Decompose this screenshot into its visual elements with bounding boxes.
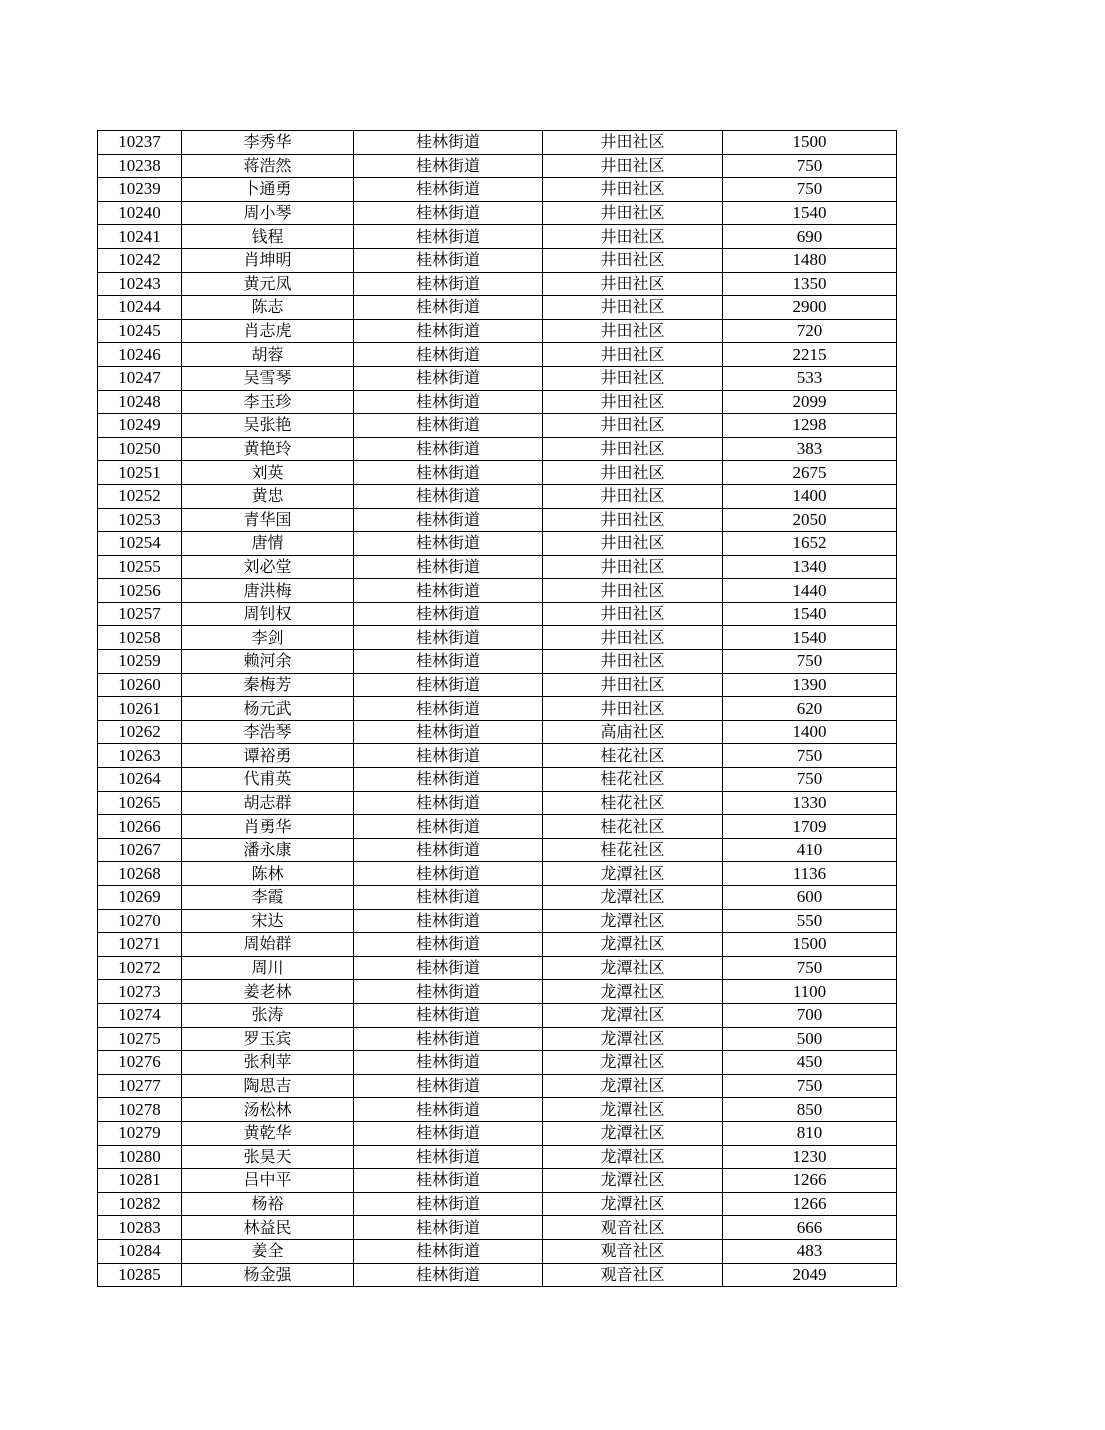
cell-amount: 500 — [723, 1027, 897, 1051]
cell-street: 桂林街道 — [354, 390, 543, 414]
cell-amount: 620 — [723, 697, 897, 721]
cell-street: 桂林街道 — [354, 414, 543, 438]
table-row — [98, 1145, 897, 1169]
cell-name: 杨金强 — [182, 1263, 354, 1287]
cell-community: 井田社区 — [543, 673, 723, 697]
cell-amount: 1480 — [723, 248, 897, 272]
cell-community: 井田社区 — [543, 296, 723, 320]
cell-community: 龙潭社区 — [543, 956, 723, 980]
cell-street: 桂林街道 — [354, 886, 543, 910]
cell-street: 桂林街道 — [354, 909, 543, 933]
table-row — [98, 461, 897, 485]
cell-name: 谭裕勇 — [182, 744, 354, 768]
cell-name: 黄忠 — [182, 484, 354, 508]
cell-id: 10285 — [98, 1263, 182, 1287]
cell-id: 10273 — [98, 980, 182, 1004]
cell-id: 10271 — [98, 933, 182, 957]
cell-community: 井田社区 — [543, 272, 723, 296]
cell-id: 10256 — [98, 579, 182, 603]
cell-id: 10283 — [98, 1216, 182, 1240]
cell-name: 姜全 — [182, 1239, 354, 1263]
cell-id: 10248 — [98, 390, 182, 414]
table-row — [98, 886, 897, 910]
cell-name: 黄艳玲 — [182, 437, 354, 461]
cell-amount: 2900 — [723, 296, 897, 320]
cell-street: 桂林街道 — [354, 1145, 543, 1169]
cell-name: 李玉珍 — [182, 390, 354, 414]
cell-name: 吕中平 — [182, 1169, 354, 1193]
cell-id: 10280 — [98, 1145, 182, 1169]
cell-name: 宋达 — [182, 909, 354, 933]
cell-id: 10244 — [98, 296, 182, 320]
cell-name: 黄元凤 — [182, 272, 354, 296]
cell-id: 10243 — [98, 272, 182, 296]
table-row — [98, 201, 897, 225]
cell-name: 汤松林 — [182, 1098, 354, 1122]
cell-community: 井田社区 — [543, 484, 723, 508]
table-row — [98, 319, 897, 343]
cell-community: 龙潭社区 — [543, 862, 723, 886]
cell-amount: 700 — [723, 1003, 897, 1027]
cell-id: 10237 — [98, 131, 182, 155]
cell-name: 周钊权 — [182, 602, 354, 626]
cell-amount: 1340 — [723, 555, 897, 579]
cell-street: 桂林街道 — [354, 366, 543, 390]
cell-community: 井田社区 — [543, 178, 723, 202]
table-row — [98, 1051, 897, 1075]
cell-id: 10250 — [98, 437, 182, 461]
cell-amount: 1100 — [723, 980, 897, 1004]
table-row — [98, 791, 897, 815]
cell-id: 10254 — [98, 532, 182, 556]
cell-id: 10276 — [98, 1051, 182, 1075]
cell-community: 桂花社区 — [543, 815, 723, 839]
cell-id: 10255 — [98, 555, 182, 579]
cell-street: 桂林街道 — [354, 815, 543, 839]
cell-community: 井田社区 — [543, 201, 723, 225]
cell-community: 井田社区 — [543, 437, 723, 461]
cell-amount: 1500 — [723, 933, 897, 957]
table-row — [98, 768, 897, 792]
cell-street: 桂林街道 — [354, 1216, 543, 1240]
table-row — [98, 1121, 897, 1145]
cell-community: 龙潭社区 — [543, 1098, 723, 1122]
cell-street: 桂林街道 — [354, 225, 543, 249]
cell-street: 桂林街道 — [354, 1074, 543, 1098]
cell-name: 蒋浩然 — [182, 154, 354, 178]
cell-id: 10249 — [98, 414, 182, 438]
cell-community: 井田社区 — [543, 579, 723, 603]
cell-community: 井田社区 — [543, 626, 723, 650]
cell-name: 胡志群 — [182, 791, 354, 815]
cell-amount: 1400 — [723, 720, 897, 744]
cell-community: 龙潭社区 — [543, 909, 723, 933]
cell-name: 刘英 — [182, 461, 354, 485]
cell-name: 钱程 — [182, 225, 354, 249]
cell-street: 桂林街道 — [354, 1239, 543, 1263]
table-row — [98, 272, 897, 296]
cell-id: 10277 — [98, 1074, 182, 1098]
cell-id: 10260 — [98, 673, 182, 697]
cell-community: 桂花社区 — [543, 768, 723, 792]
cell-amount: 410 — [723, 838, 897, 862]
cell-name: 赖河余 — [182, 650, 354, 674]
cell-name: 肖坤明 — [182, 248, 354, 272]
roster-table-body — [98, 131, 897, 1287]
cell-name: 肖勇华 — [182, 815, 354, 839]
table-row — [98, 178, 897, 202]
cell-community: 观音社区 — [543, 1239, 723, 1263]
table-row — [98, 980, 897, 1004]
cell-community: 桂花社区 — [543, 791, 723, 815]
cell-street: 桂林街道 — [354, 744, 543, 768]
cell-street: 桂林街道 — [354, 933, 543, 957]
cell-name: 罗玉宾 — [182, 1027, 354, 1051]
cell-amount: 2675 — [723, 461, 897, 485]
cell-street: 桂林街道 — [354, 178, 543, 202]
cell-community: 龙潭社区 — [543, 1051, 723, 1075]
cell-street: 桂林街道 — [354, 437, 543, 461]
table-row — [98, 1169, 897, 1193]
cell-community: 井田社区 — [543, 225, 723, 249]
cell-amount: 690 — [723, 225, 897, 249]
table-row — [98, 1239, 897, 1263]
cell-community: 龙潭社区 — [543, 886, 723, 910]
cell-street: 桂林街道 — [354, 791, 543, 815]
cell-name: 李浩琴 — [182, 720, 354, 744]
cell-community: 井田社区 — [543, 154, 723, 178]
table-row — [98, 154, 897, 178]
table-row — [98, 366, 897, 390]
cell-street: 桂林街道 — [354, 131, 543, 155]
cell-community: 井田社区 — [543, 248, 723, 272]
cell-id: 10272 — [98, 956, 182, 980]
cell-amount: 483 — [723, 1239, 897, 1263]
cell-name: 唐情 — [182, 532, 354, 556]
cell-street: 桂林街道 — [354, 650, 543, 674]
cell-amount: 533 — [723, 366, 897, 390]
cell-street: 桂林街道 — [354, 579, 543, 603]
cell-community: 龙潭社区 — [543, 980, 723, 1004]
table-row — [98, 484, 897, 508]
cell-id: 10253 — [98, 508, 182, 532]
table-row — [98, 1263, 897, 1287]
table-row — [98, 390, 897, 414]
table-row — [98, 1027, 897, 1051]
table-row — [98, 956, 897, 980]
cell-community: 井田社区 — [543, 131, 723, 155]
table-row — [98, 225, 897, 249]
table-row — [98, 343, 897, 367]
cell-amount: 1330 — [723, 791, 897, 815]
cell-amount: 383 — [723, 437, 897, 461]
cell-community: 井田社区 — [543, 366, 723, 390]
cell-amount: 1540 — [723, 626, 897, 650]
cell-street: 桂林街道 — [354, 555, 543, 579]
table-row — [98, 744, 897, 768]
cell-name: 代甫英 — [182, 768, 354, 792]
cell-community: 龙潭社区 — [543, 1074, 723, 1098]
table-row — [98, 626, 897, 650]
cell-community: 井田社区 — [543, 602, 723, 626]
cell-name: 杨裕 — [182, 1192, 354, 1216]
cell-street: 桂林街道 — [354, 508, 543, 532]
cell-name: 卜通勇 — [182, 178, 354, 202]
cell-name: 吴雪琴 — [182, 366, 354, 390]
cell-amount: 2050 — [723, 508, 897, 532]
table-row — [98, 909, 897, 933]
cell-id: 10246 — [98, 343, 182, 367]
cell-amount: 1136 — [723, 862, 897, 886]
cell-street: 桂林街道 — [354, 296, 543, 320]
cell-name: 唐洪梅 — [182, 579, 354, 603]
cell-street: 桂林街道 — [354, 248, 543, 272]
cell-amount: 750 — [723, 154, 897, 178]
cell-id: 10252 — [98, 484, 182, 508]
cell-community: 观音社区 — [543, 1216, 723, 1240]
cell-id: 10245 — [98, 319, 182, 343]
cell-street: 桂林街道 — [354, 862, 543, 886]
cell-name: 陈林 — [182, 862, 354, 886]
cell-name: 李秀华 — [182, 131, 354, 155]
cell-id: 10275 — [98, 1027, 182, 1051]
table-row — [98, 862, 897, 886]
cell-street: 桂林街道 — [354, 838, 543, 862]
cell-name: 刘必堂 — [182, 555, 354, 579]
cell-amount: 750 — [723, 744, 897, 768]
table-row — [98, 437, 897, 461]
cell-community: 龙潭社区 — [543, 1169, 723, 1193]
roster-table — [97, 130, 897, 1287]
cell-community: 龙潭社区 — [543, 1003, 723, 1027]
cell-id: 10265 — [98, 791, 182, 815]
cell-amount: 750 — [723, 650, 897, 674]
cell-id: 10264 — [98, 768, 182, 792]
table-row — [98, 650, 897, 674]
cell-id: 10262 — [98, 720, 182, 744]
cell-id: 10270 — [98, 909, 182, 933]
cell-name: 青华国 — [182, 508, 354, 532]
table-row — [98, 579, 897, 603]
cell-street: 桂林街道 — [354, 343, 543, 367]
cell-street: 桂林街道 — [354, 461, 543, 485]
cell-street: 桂林街道 — [354, 956, 543, 980]
cell-community: 井田社区 — [543, 461, 723, 485]
cell-amount: 1540 — [723, 201, 897, 225]
cell-id: 10281 — [98, 1169, 182, 1193]
cell-name: 李霞 — [182, 886, 354, 910]
cell-name: 林益民 — [182, 1216, 354, 1240]
cell-community: 观音社区 — [543, 1263, 723, 1287]
cell-id: 10263 — [98, 744, 182, 768]
cell-community: 龙潭社区 — [543, 933, 723, 957]
table-row — [98, 248, 897, 272]
cell-street: 桂林街道 — [354, 768, 543, 792]
cell-community: 井田社区 — [543, 532, 723, 556]
cell-community: 桂花社区 — [543, 744, 723, 768]
cell-amount: 2049 — [723, 1263, 897, 1287]
cell-community: 龙潭社区 — [543, 1192, 723, 1216]
cell-street: 桂林街道 — [354, 1003, 543, 1027]
cell-street: 桂林街道 — [354, 272, 543, 296]
cell-community: 龙潭社区 — [543, 1027, 723, 1051]
cell-id: 10239 — [98, 178, 182, 202]
table-row — [98, 1098, 897, 1122]
cell-street: 桂林街道 — [354, 1027, 543, 1051]
cell-community: 龙潭社区 — [543, 1121, 723, 1145]
table-row — [98, 1074, 897, 1098]
cell-amount: 600 — [723, 886, 897, 910]
cell-community: 高庙社区 — [543, 720, 723, 744]
cell-community: 桂花社区 — [543, 838, 723, 862]
cell-street: 桂林街道 — [354, 602, 543, 626]
cell-amount: 720 — [723, 319, 897, 343]
cell-amount: 2099 — [723, 390, 897, 414]
cell-community: 井田社区 — [543, 555, 723, 579]
cell-street: 桂林街道 — [354, 154, 543, 178]
cell-amount: 550 — [723, 909, 897, 933]
cell-amount: 1230 — [723, 1145, 897, 1169]
cell-amount: 810 — [723, 1121, 897, 1145]
cell-amount: 2215 — [723, 343, 897, 367]
table-row — [98, 414, 897, 438]
table-row — [98, 1003, 897, 1027]
cell-id: 10269 — [98, 886, 182, 910]
cell-community: 井田社区 — [543, 390, 723, 414]
cell-id: 10257 — [98, 602, 182, 626]
cell-amount: 1390 — [723, 673, 897, 697]
cell-street: 桂林街道 — [354, 484, 543, 508]
cell-id: 10251 — [98, 461, 182, 485]
table-row — [98, 815, 897, 839]
cell-name: 胡蓉 — [182, 343, 354, 367]
cell-id: 10278 — [98, 1098, 182, 1122]
table-row — [98, 673, 897, 697]
cell-name: 张昊天 — [182, 1145, 354, 1169]
cell-name: 黄乾华 — [182, 1121, 354, 1145]
cell-id: 10284 — [98, 1239, 182, 1263]
cell-amount: 1350 — [723, 272, 897, 296]
cell-street: 桂林街道 — [354, 697, 543, 721]
cell-amount: 1266 — [723, 1169, 897, 1193]
table-row — [98, 697, 897, 721]
cell-community: 井田社区 — [543, 414, 723, 438]
cell-amount: 666 — [723, 1216, 897, 1240]
cell-id: 10258 — [98, 626, 182, 650]
cell-amount: 1500 — [723, 131, 897, 155]
cell-community: 井田社区 — [543, 697, 723, 721]
cell-name: 陶思吉 — [182, 1074, 354, 1098]
cell-community: 井田社区 — [543, 319, 723, 343]
cell-community: 龙潭社区 — [543, 1145, 723, 1169]
cell-id: 10279 — [98, 1121, 182, 1145]
table-row — [98, 555, 897, 579]
cell-amount: 750 — [723, 1074, 897, 1098]
cell-name: 张利苹 — [182, 1051, 354, 1075]
cell-street: 桂林街道 — [354, 532, 543, 556]
cell-amount: 1709 — [723, 815, 897, 839]
table-row — [98, 720, 897, 744]
cell-name: 周川 — [182, 956, 354, 980]
cell-id: 10240 — [98, 201, 182, 225]
cell-amount: 750 — [723, 956, 897, 980]
table-row — [98, 602, 897, 626]
cell-street: 桂林街道 — [354, 1192, 543, 1216]
cell-amount: 1266 — [723, 1192, 897, 1216]
cell-name: 姜老林 — [182, 980, 354, 1004]
cell-street: 桂林街道 — [354, 1263, 543, 1287]
cell-id: 10268 — [98, 862, 182, 886]
cell-amount: 1652 — [723, 532, 897, 556]
cell-name: 张涛 — [182, 1003, 354, 1027]
cell-id: 10238 — [98, 154, 182, 178]
table-row — [98, 1216, 897, 1240]
cell-id: 10259 — [98, 650, 182, 674]
cell-id: 10241 — [98, 225, 182, 249]
cell-community: 井田社区 — [543, 508, 723, 532]
cell-street: 桂林街道 — [354, 319, 543, 343]
cell-street: 桂林街道 — [354, 673, 543, 697]
cell-amount: 1540 — [723, 602, 897, 626]
table-row — [98, 838, 897, 862]
cell-name: 陈志 — [182, 296, 354, 320]
cell-street: 桂林街道 — [354, 1169, 543, 1193]
cell-name: 周始群 — [182, 933, 354, 957]
table-row — [98, 131, 897, 155]
cell-amount: 850 — [723, 1098, 897, 1122]
cell-name: 杨元武 — [182, 697, 354, 721]
cell-street: 桂林街道 — [354, 1121, 543, 1145]
cell-street: 桂林街道 — [354, 1098, 543, 1122]
cell-name: 潘永康 — [182, 838, 354, 862]
cell-id: 10267 — [98, 838, 182, 862]
cell-street: 桂林街道 — [354, 980, 543, 1004]
cell-name: 李剑 — [182, 626, 354, 650]
cell-street: 桂林街道 — [354, 626, 543, 650]
cell-street: 桂林街道 — [354, 720, 543, 744]
cell-amount: 750 — [723, 178, 897, 202]
cell-amount: 750 — [723, 768, 897, 792]
table-row — [98, 508, 897, 532]
table-row — [98, 1192, 897, 1216]
cell-amount: 1298 — [723, 414, 897, 438]
cell-street: 桂林街道 — [354, 201, 543, 225]
cell-id: 10282 — [98, 1192, 182, 1216]
table-row — [98, 532, 897, 556]
cell-amount: 1440 — [723, 579, 897, 603]
cell-community: 井田社区 — [543, 650, 723, 674]
cell-name: 周小琴 — [182, 201, 354, 225]
cell-community: 井田社区 — [543, 343, 723, 367]
cell-street: 桂林街道 — [354, 1051, 543, 1075]
cell-name: 吴张艳 — [182, 414, 354, 438]
cell-name: 秦梅芳 — [182, 673, 354, 697]
cell-id: 10274 — [98, 1003, 182, 1027]
cell-id: 10266 — [98, 815, 182, 839]
table-row — [98, 933, 897, 957]
cell-amount: 1400 — [723, 484, 897, 508]
cell-id: 10242 — [98, 248, 182, 272]
table-row — [98, 296, 897, 320]
cell-amount: 450 — [723, 1051, 897, 1075]
cell-id: 10261 — [98, 697, 182, 721]
cell-name: 肖志虎 — [182, 319, 354, 343]
cell-id: 10247 — [98, 366, 182, 390]
